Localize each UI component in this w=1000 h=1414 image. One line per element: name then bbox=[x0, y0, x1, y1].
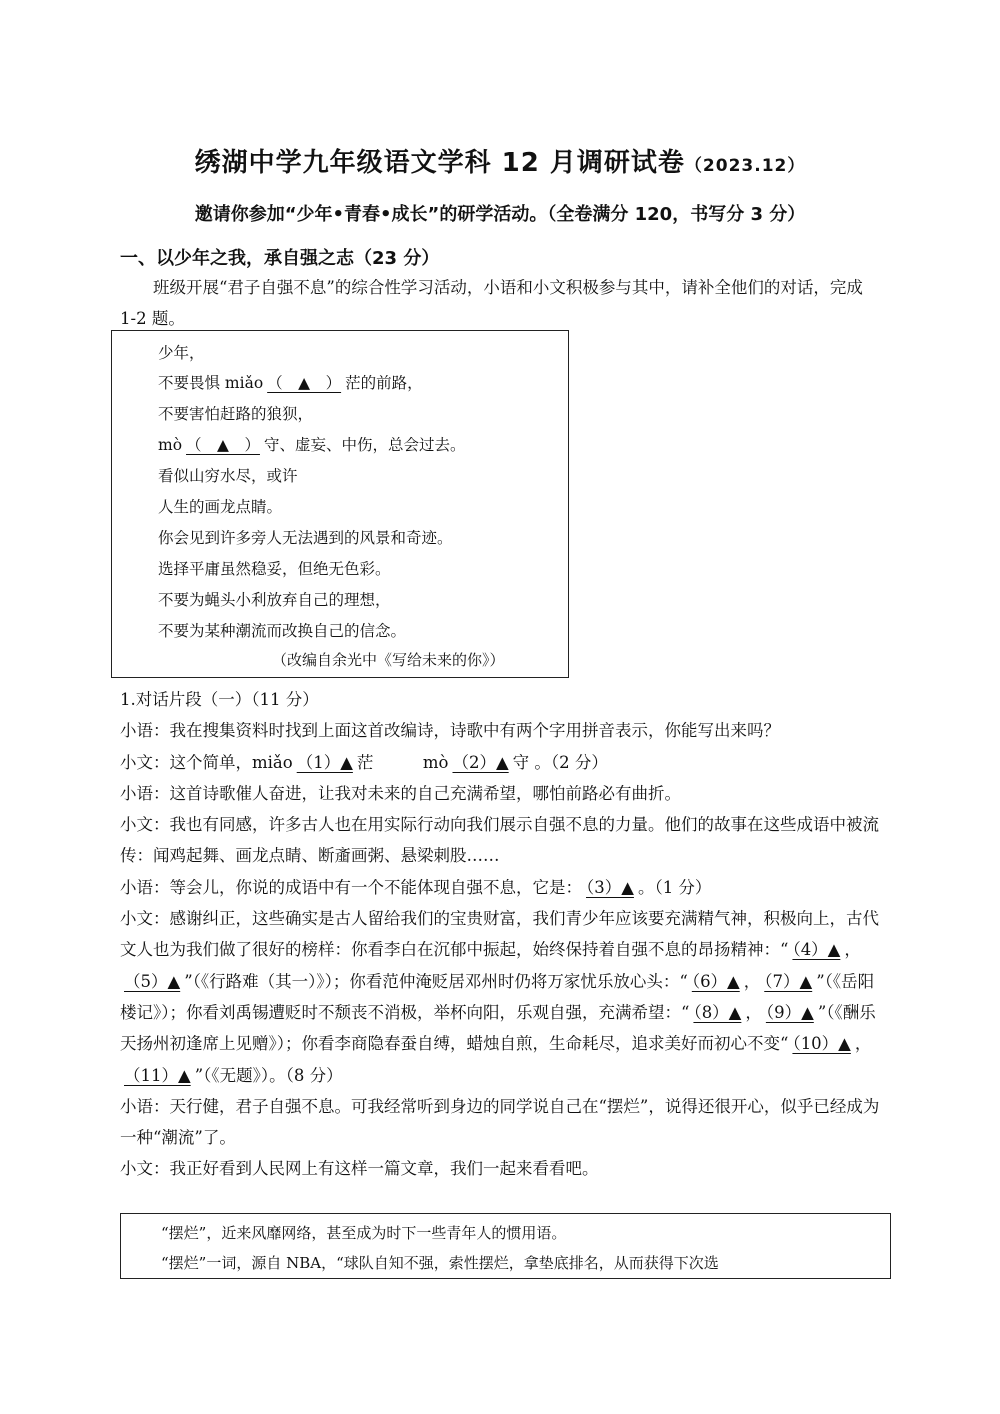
poem-line: 你会见到许多旁人无法遇到的风景和奇迹。 bbox=[158, 529, 453, 547]
section-heading: 一、以少年之我，承自强之志（23 分） bbox=[120, 248, 440, 269]
fill-blank: （ ▲ ） bbox=[186, 436, 260, 454]
poem-line: 不要畏惧 miǎo （ ▲ ） 茫的前路， bbox=[158, 374, 423, 392]
fill-blank: （3）▲ bbox=[586, 877, 634, 897]
poem-line: mò （ ▲ ） 守、虚妄、中伤，总会过去。 bbox=[158, 436, 466, 454]
fill-blank: （11）▲ bbox=[124, 1065, 191, 1085]
exam-subtitle: 邀请你参加“少年•青春•成长”的研学活动。（全卷满分 120，书写分 3 分） bbox=[194, 204, 806, 225]
poem-line: 少年， bbox=[158, 344, 205, 362]
article-line: “摆烂”，近来风靡网络，甚至成为时下一些青年人的惯用语。 bbox=[161, 1224, 567, 1242]
dialog-line: 小文：感谢纠正，这些确实是古人留给我们的宝贵财富，我们青少年应该要充满精气神，积极向上，古代文人也为我们做了很好的榜样：你看李白在沉郁中振起，始终保持着自强不息的昂扬精神：“ （4）▲ ，（5）▲ ”（《行路难（其一）》）；你看范仲淹贬居邓州时仍将万家忧乐放心头：“ （6）▲ ， （7）▲ ”（《岳阳楼记》）；你看刘禹锡遭贬时不颓丧不消极，举杯向阳，乐观自强，充满希望：“ （8）▲ ， （9）▲ ”（《酬乐天扬州初逢席上见赠》）；你看李商隐春蚕自缚，蜡烛自煎，生命耗尽，追求美好而初心不变“ （10）▲ ，（11）▲ ”（《无题》）。（8 分） bbox=[120, 909, 879, 1085]
dialog-line: 小语：天行健，君子自强不息。可我经常听到身边的同学说自己在“摆烂”，说得还很开心，似乎已经成为一种“潮流”了。 bbox=[120, 1096, 880, 1148]
dialog-line: 小文：这个简单，miǎo （1）▲ 茫 mò （2）▲ 守 。（2 分） bbox=[120, 752, 608, 772]
fill-blank: （4）▲ bbox=[792, 940, 841, 960]
fill-blank: （9）▲ bbox=[765, 1002, 814, 1022]
dialog-section bbox=[120, 684, 888, 1185]
title-year: （2023.12） bbox=[684, 156, 806, 176]
fill-blank: （1）▲ bbox=[296, 752, 353, 772]
exam-title bbox=[0, 142, 1000, 179]
article-excerpt-box bbox=[120, 1213, 891, 1279]
poem-line: 人生的画龙点睛。 bbox=[158, 498, 283, 516]
fill-blank: （6）▲ bbox=[691, 971, 740, 991]
dialog-line: 小语：我在搜集资料时找到上面这首改编诗，诗歌中有两个字用拼音表示，你能写出来吗？ bbox=[120, 721, 780, 741]
question-heading: 1.对话片段（一）（11 分） bbox=[120, 690, 319, 709]
fill-blank: （ ▲ ） bbox=[267, 374, 342, 392]
dialog-line: 小文：我也有同感，许多古人也在用实际行动向我们展示自强不息的力量。他们的故事在这些成语中被流传：闻鸡起舞、画龙点睛、断齑画粥、悬梁刺股…… bbox=[120, 815, 879, 866]
title-text: 绣湖中学九年级语文学科 12 月调研试卷 bbox=[194, 148, 685, 178]
dialog-line: 小语：这首诗歌催人奋进，让我对未来的自己充满希望，哪怕前路必有曲折。 bbox=[120, 783, 681, 803]
fill-blank: （5）▲ bbox=[124, 971, 181, 991]
poem-line: 不要为某种潮流而改换自己的信念。 bbox=[158, 622, 407, 640]
poem-box bbox=[111, 330, 569, 678]
poem-line: 选择平庸虽然稳妥，但绝无色彩。 bbox=[158, 560, 391, 578]
dialog-line: 小文：我正好看到人民网上有这样一篇文章，我们一起来看看吧。 bbox=[120, 1159, 599, 1179]
article-line: “摆烂”一词，源自 NBA，“球队自知不强，索性摆烂，拿垫底排名，从而获得下次选 bbox=[161, 1254, 719, 1272]
poem-source: （改编自余光中《写给未来的你》） bbox=[272, 651, 505, 669]
poem-line: 不要为蝇头小利放弃自己的理想， bbox=[158, 591, 391, 609]
section-intro: 班级开展“君子自强不息”的综合性学习活动，小语和小文积极参与其中，请补全他们的对话，完成 1-2 题。 bbox=[120, 278, 863, 328]
fill-blank: （10）▲ bbox=[792, 1034, 851, 1054]
fill-blank: （8）▲ bbox=[693, 1002, 742, 1022]
dialog-line: 小语：等会儿，你说的成语中有一个不能体现自强不息，它是： （3）▲ 。（1 分） bbox=[120, 877, 712, 897]
poem-line: 不要害怕赶路的狼狈， bbox=[158, 405, 314, 423]
poem-line: 看似山穷水尽，或许 bbox=[158, 467, 298, 485]
fill-blank: （7）▲ bbox=[764, 971, 813, 991]
fill-blank: （2）▲ bbox=[452, 752, 509, 772]
